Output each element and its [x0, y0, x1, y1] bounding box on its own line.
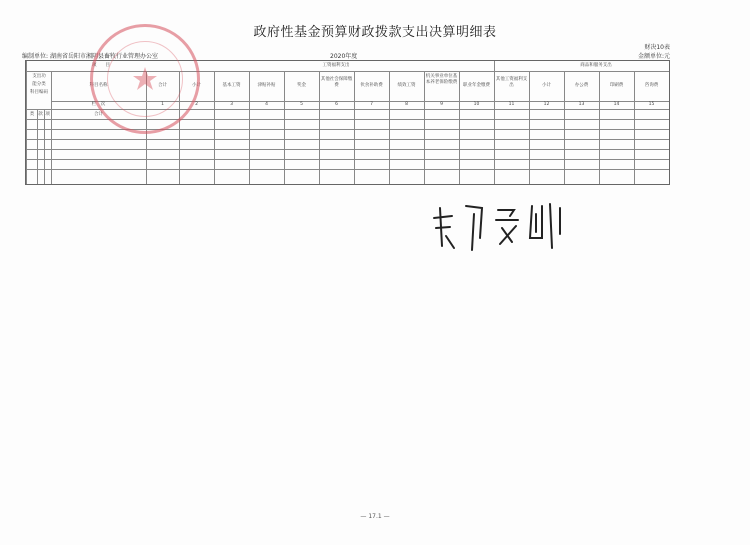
left-header-line-1: 支出功 — [32, 74, 46, 79]
compiling-unit-label: 编制单位: — [22, 53, 49, 60]
index-row-label: 栏 次 — [91, 102, 106, 107]
class-label-lei: 类 — [29, 112, 35, 117]
index-number: 6 — [335, 102, 338, 107]
compiling-unit-name: 湖南省岳阳市湘阴县畜牧行业管理办公室 — [49, 53, 158, 60]
total-header: 合计 — [158, 83, 167, 88]
left-header-line-3: 科目编码 — [30, 90, 48, 95]
index-number: 3 — [230, 102, 233, 107]
col-header-14: 咨询费 — [644, 83, 659, 88]
col-header-9: 职业年金缴费 — [463, 83, 490, 88]
fiscal-year: 2020年度 — [330, 53, 358, 60]
page-number: — 17.1 — — [360, 513, 390, 520]
row-divider — [26, 149, 669, 150]
index-number: 13 — [578, 102, 585, 107]
index-number: 15 — [648, 102, 655, 107]
col-header-7: 绩效工资 — [397, 83, 416, 88]
col-header-8: 机关事业单位基本养老保险缴费 — [425, 74, 458, 85]
col-header-1: 小计 — [192, 83, 201, 88]
index-number: 9 — [440, 102, 443, 107]
col-header-4: 奖金 — [297, 83, 306, 88]
handwritten-signature — [430, 198, 570, 256]
row-divider — [26, 159, 669, 160]
col-header-13: 印刷费 — [609, 83, 624, 88]
sum-row-label: 合计 — [94, 112, 103, 117]
col-divider — [37, 109, 38, 184]
header-item: 项 目 — [92, 63, 110, 68]
money-unit: 金额单位:元 — [637, 53, 670, 60]
col-header-6: 伙食补助费 — [360, 83, 383, 88]
col-header-11: 小计 — [542, 83, 551, 88]
index-number: 12 — [543, 102, 550, 107]
col-divider — [44, 109, 45, 184]
col-header-12: 办公费 — [574, 83, 589, 88]
index-number: 14 — [613, 102, 620, 107]
index-number: 4 — [265, 102, 268, 107]
class-label-xiang: 项 — [45, 112, 50, 117]
class-label-kuan: 款 — [38, 112, 43, 117]
col-header-5: 其他社会保障缴费 — [320, 77, 353, 88]
index-number: 10 — [473, 102, 480, 107]
item-name-header: 科目名称 — [89, 83, 108, 88]
form-number: 财决10表 — [644, 44, 670, 51]
index-number: 11 — [508, 102, 515, 107]
left-header-line-2: 能分类 — [32, 82, 46, 87]
header-basic-group: 工资福利支出 — [322, 63, 350, 68]
header-goods-group: 商品和服务支出 — [580, 63, 612, 68]
index-number: 5 — [300, 102, 303, 107]
index-number: 8 — [405, 102, 408, 107]
index-number: 7 — [370, 102, 373, 107]
index-number: 2 — [195, 102, 198, 107]
row-divider — [26, 169, 669, 170]
col-header-3: 津贴补贴 — [257, 83, 276, 88]
official-stamp — [90, 24, 200, 134]
col-header-10: 其他工资福利支出 — [495, 77, 528, 88]
document-title: 政府性基金预算财政拨款支出决算明细表 — [253, 25, 497, 40]
stamp-star-icon — [93, 27, 197, 131]
col-header-2: 基本工资 — [222, 83, 241, 88]
index-number: 1 — [161, 102, 164, 107]
col-divider — [424, 71, 425, 184]
row-divider — [26, 139, 669, 140]
